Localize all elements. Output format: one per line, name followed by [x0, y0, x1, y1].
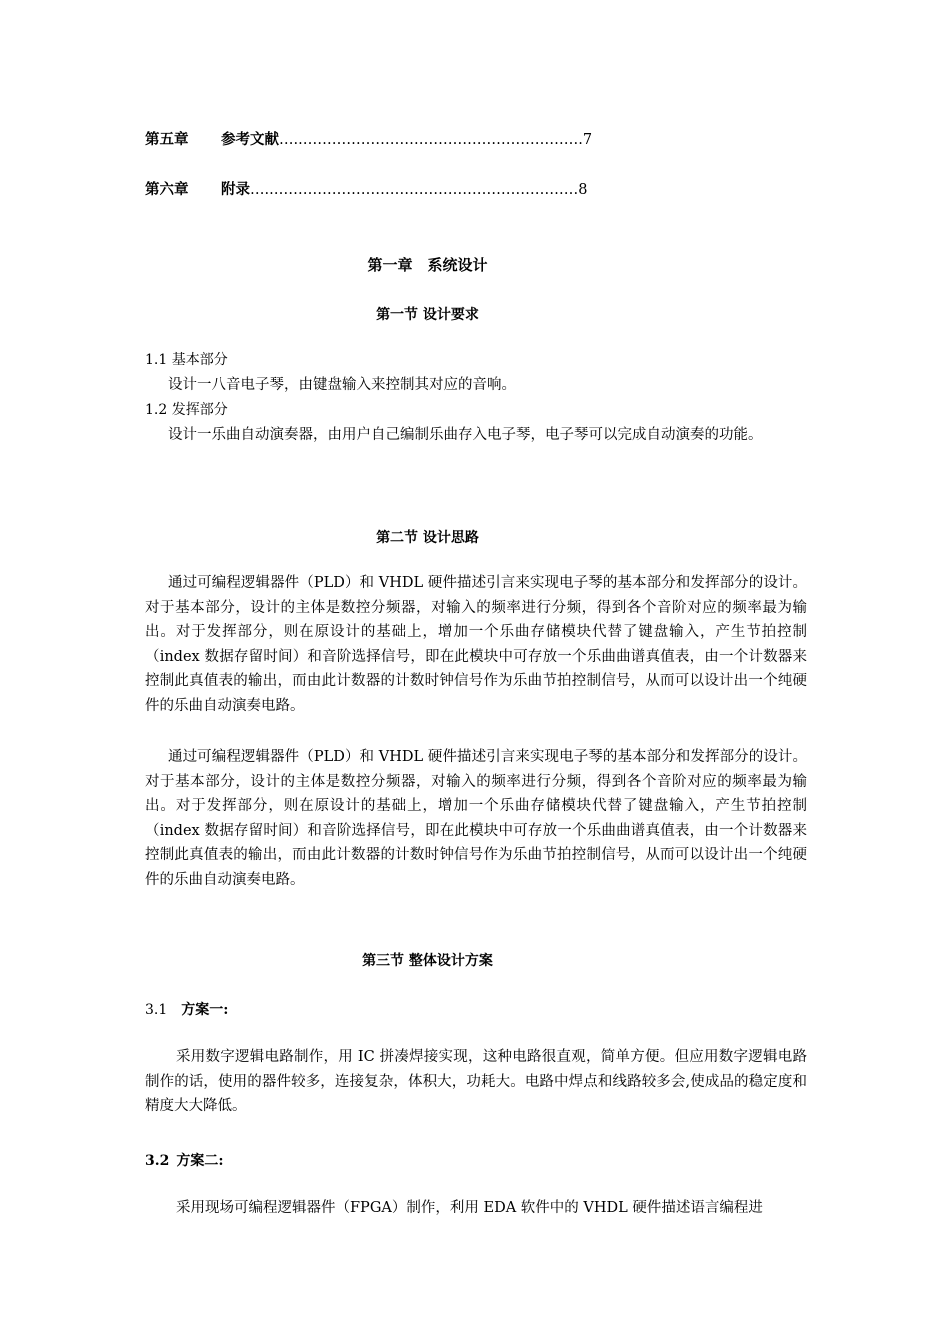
subsection-label: 方案一:	[181, 1002, 229, 1018]
toc-entry-appendix[interactable]	[145, 178, 807, 199]
chapter-heading: 第一章 系统设计	[367, 256, 488, 274]
paragraph-basic: 设计一八音电子琴，由键盘输入来控制其对应的音响。	[168, 377, 516, 393]
toc-chapter-title: 附录	[221, 181, 250, 198]
paragraph-design-idea-2: 通过可编程逻辑器件（PLD）和 VHDL 硬件描述引言来实现电子琴的基本部分和发挥部分的设计。对于基本部分，设计的主体是数控分频器，对输入的频率进行分频，得到各个音阶对应的频率最为输出。对于发挥部分，则在原设计的基础上，增加一个乐曲存储模块代替了键盘输入，产生节拍控制（index 数据存留时间）和音阶选择信号，即在此模块中可存放一个乐曲曲谱真值表，由一个计数器来控制此真值表的输出，而由此计数器的计数时钟信号作为乐曲节拍控制信号，从而可以设计出一个纯硬件的乐曲自动演奏电路。	[145, 749, 807, 888]
subsection-label: 方案二:	[176, 1153, 224, 1169]
section-heading-design-idea: 第二节 设计思路	[376, 530, 479, 546]
section-heading-requirements: 第一节 设计要求	[376, 307, 479, 323]
toc-entry-references[interactable]	[145, 128, 807, 149]
subsection-label-extended: 1.2 发挥部分	[145, 402, 228, 418]
toc-chapter-title: 参考文献	[221, 131, 279, 148]
toc-page-number: 8	[578, 182, 588, 198]
subsection-number: 3.2	[145, 1153, 170, 1169]
subsection-heading-plan-one	[145, 998, 807, 1022]
subsection-number: 3.1	[145, 1002, 168, 1018]
subsection-label-basic: 1.1 基本部分	[145, 352, 228, 368]
paragraph-plan-two: 采用现场可编程逻辑器件（FPGA）制作，利用 EDA 软件中的 VHDL 硬件描述语言编程进	[176, 1200, 763, 1216]
toc-chapter-number: 第五章	[145, 131, 189, 148]
toc-page-number: 7	[582, 132, 593, 148]
subsection-heading-plan-two	[145, 1149, 807, 1173]
toc-dot-leader: …..………………………………………………………	[250, 182, 579, 198]
section-heading-overall-plan: 第三节 整体设计方案	[362, 953, 493, 969]
toc-chapter-number: 第六章	[145, 181, 189, 198]
toc-dot-leader: …..………………………………………………….	[279, 132, 583, 148]
paragraph-design-idea-1: 通过可编程逻辑器件（PLD）和 VHDL 硬件描述引言来实现电子琴的基本部分和发挥部分的设计。对于基本部分，设计的主体是数控分频器，对输入的频率进行分频，得到各个音阶对应的频率最为输出。对于发挥部分，则在原设计的基础上，增加一个乐曲存储模块代替了键盘输入，产生节拍控制（index 数据存留时间）和音阶选择信号，即在此模块中可存放一个乐曲曲谱真值表，由一个计数器来控制此真值表的输出，而由此计数器的计数时钟信号作为乐曲节拍控制信号，从而可以设计出一个纯硬件的乐曲自动演奏电路。	[145, 575, 807, 714]
paragraph-plan-one: 采用数字逻辑电路制作，用 IC 拼凑焊接实现，这种电路很直观，简单方便。但应用数字逻辑电路制作的话，使用的器件较多，连接复杂，体积大，功耗大。电路中焊点和线路较多会,使成品的稳定度和精度大大降低。	[145, 1049, 807, 1114]
paragraph-extended: 设计一乐曲自动演奏器，由用户自己编制乐曲存入电子琴，电子琴可以完成自动演奏的功能。	[168, 427, 763, 443]
